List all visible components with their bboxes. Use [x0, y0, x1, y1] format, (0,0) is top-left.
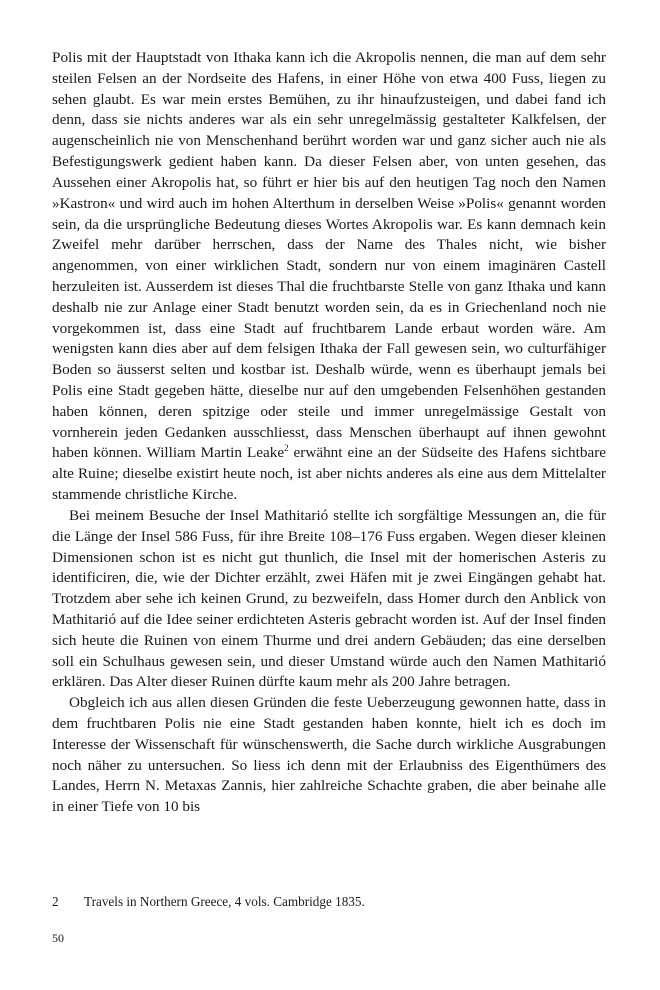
- paragraph-1-tail: erwähnt eine an der Südseite des Hafens sichtbare alte Ruine; dieselbe existirt heute noch, ist aber nichts anderes als eine aus dem Mittelalter stammende christliche Kirche.: [52, 444, 606, 504]
- paragraph-1: [52, 48, 606, 506]
- footnote-number: 2: [52, 894, 59, 909]
- footnote-reference: 2: [284, 443, 289, 454]
- footnote-text: Travels in Northern Greece, 4 vols. Cambridge 1835.: [84, 894, 365, 909]
- paragraph-2: Bei meinem Besuche der Insel Mathitarió stellte ich sorgfältige Messungen an, die für die Länge der Insel 586 Fuss, für ihre Breite 108–176 Fuss ergaben. Wegen dieser kleinen Dimensionen schon ist es nicht gut thunlich, die Insel mit der homerischen Asteris zu identificiren, die, wie der Dichter erzählt, zwei Häfen mit je zwei Eingängen gehabt hat. Trotzdem aber sehe ich keinen Grund, zu bezweifeln, dass Homer durch den Anblick von Mathitarió auf die Idee seiner erdichteten Asteris gebracht worden ist. Auf der Insel finden sich heute die Ruinen von einem Thurme und drei andern Gebäuden; das eine derselben soll ein Schulhaus gewesen sein, und dieser Umstand würde auch den Namen Mathitarió erklären. Das Alter dieser Ruinen dürfte kaum mehr als 200 Jahre betragen.: [52, 506, 606, 691]
- paragraph-1-text: Polis mit der Hauptstadt von Ithaka kann ich die Akropolis nennen, die man auf dem sehr steilen Felsen an der Nordseite des Hafens, in einer Höhe von etwa 400 Fuss, liegen zu sehen glaubt. Es war mein erstes Bemühen, zu ihr hinaufzusteigen, und dabei fand ich denn, dass sie nichts anderes war als ein sehr unregelmässig gestalteter Kalkfelsen, der augenscheinlich nie von Menschenhand berührt worden war und ganz sicher auch nie als Befestigungswerk gedient haben kann. Da dieser Felsen aber, von unten gesehen, das Aussehen einer Akropolis hat, so führt er hier bis auf den heutigen Tag noch den Namen »Kastron« und wird auch im hohen Alterthum in derselben Weise »Polis« genannt worden sein, da die ursprüngliche Bedeutung dieses Wortes Akropolis war. Es kann demnach kein Zweifel mehr darüber herrschen, dass der Name des Thales nicht, wie bisher angenommen, von einer wirklichen Stadt, sondern nur von einem imaginären Castell herzuleiten ist. Ausserdem ist dieses Thal die fruchtbarste Stelle von ganz Ithaka und kann deshalb nie zur Anlage einer Stadt benutzt worden sein, da es in Griechenland noch nie vorgekommen ist, dass eine Stadt auf fruchtbarem Lande erbaut worden wäre. Am wenigsten kann dies aber auf dem felsigen Ithaka der Fall gewesen sein, wo culturfähiger Boden so äusserst selten und kostbar ist. Deshalb würde, wenn es überhaupt jemals bei Polis eine Stadt gegeben hätte, dieselbe nur auf den umgebenden Felsenhöhen gestanden haben können, deren spitzige oder steile und immer unregelmässige Gestalt von vornherein jeden Gedanken ausschliesst, dass Menschen überhaupt auf ihnen gewohnt haben können. William Martin Leake: [52, 49, 606, 462]
- main-text: [52, 48, 606, 818]
- page-number: 50: [52, 931, 64, 945]
- paragraph-3: Obgleich ich aus allen diesen Gründen die feste Ueberzeugung gewonnen hatte, dass in dem fruchtbaren Polis nie eine Stadt gestanden haben konnte, hielt ich es doch im Interesse der Wissenschaft für wünschenswerth, die Sache durch wirkliche Ausgrabungen noch näher zu untersuchen. So liess ich denn mit der Erlaubniss des Eigenthümers des Landes, Herrn N. Metaxas Zannis, hier zahlreiche Schachte graben, die aber beinahe alle in einer Tiefe von 10 bis: [52, 694, 606, 816]
- footnote: [52, 893, 606, 910]
